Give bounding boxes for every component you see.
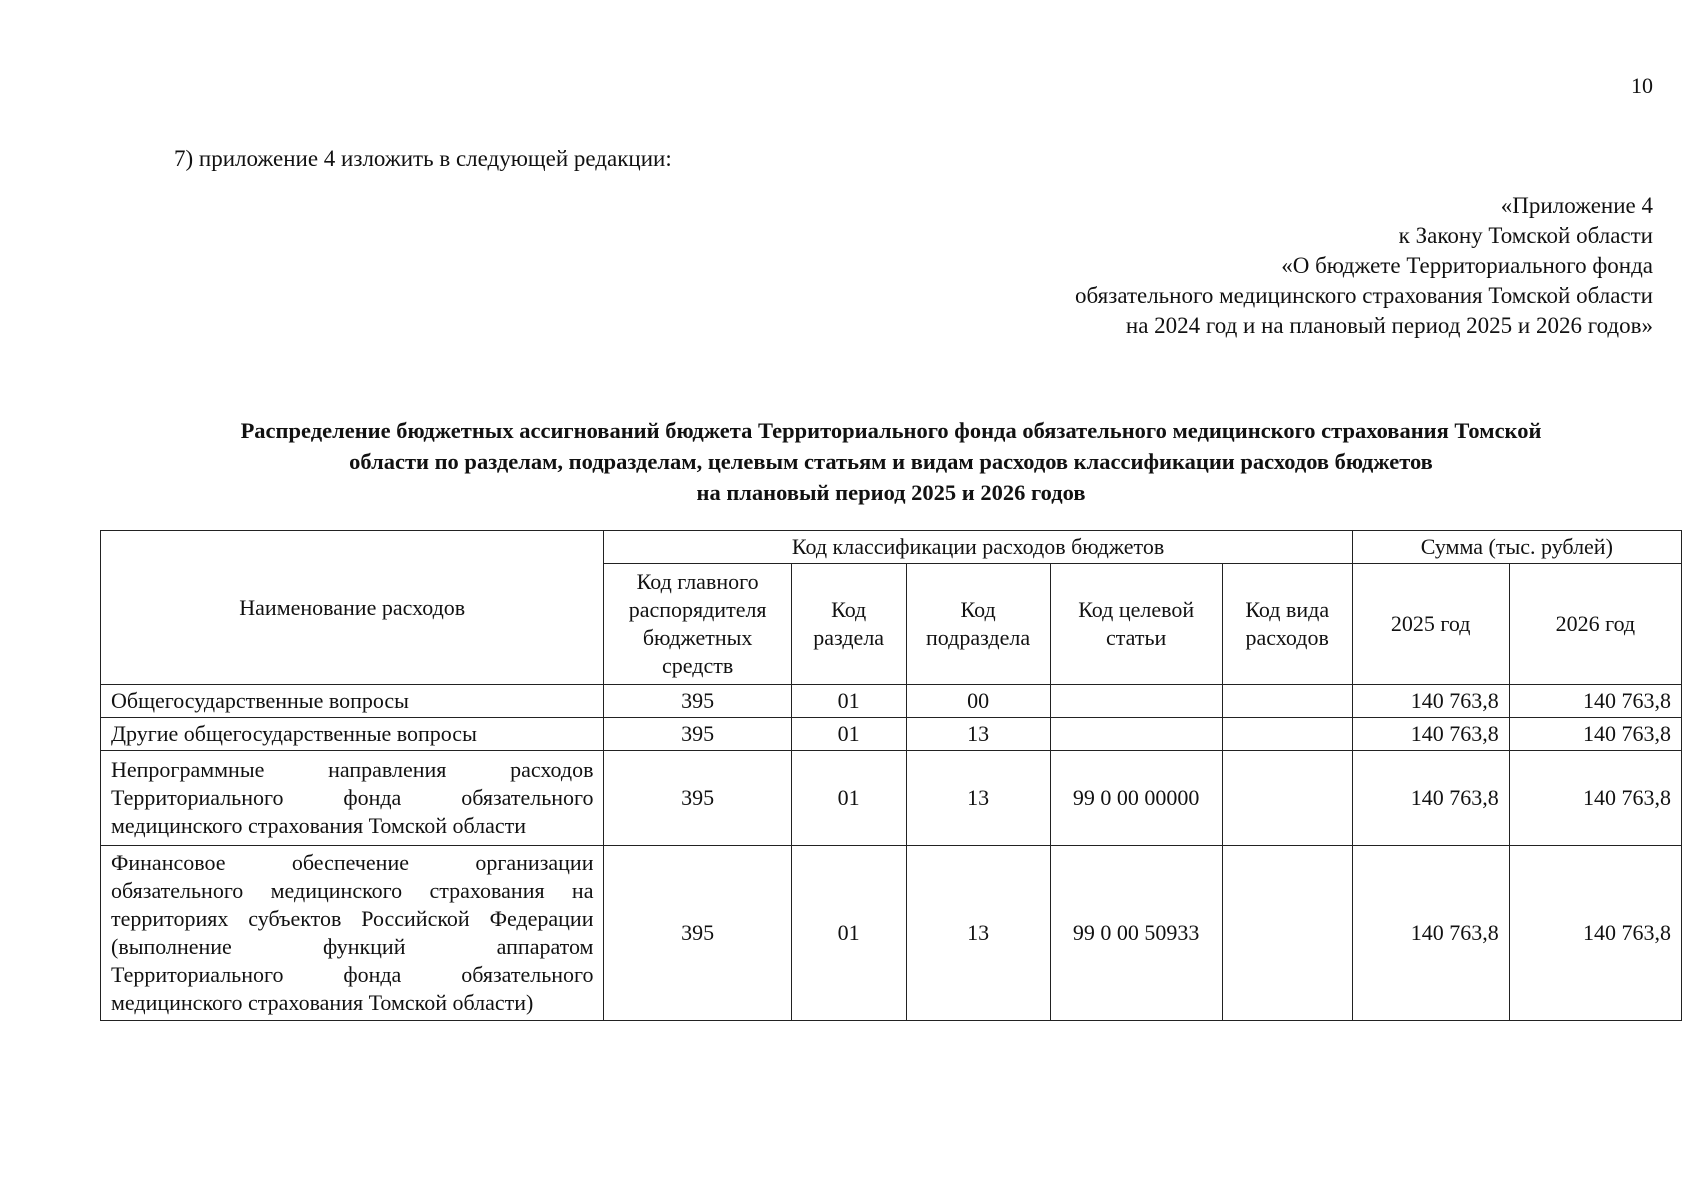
budget-allocation-table — [100, 530, 1682, 1021]
expense-name-cell: Финансовое обеспечение организации обязательного медицинского страхования на территориях субъектов Российской Федерации (выполнение функций аппаратом Территориального фонда обязательного медицинского страхования Томской области) — [101, 846, 604, 1021]
page-number: 10 — [1631, 73, 1653, 98]
expense-name-cell: Общегосударственные вопросы — [101, 685, 604, 718]
amount-2025-cell: 140 763,8 — [1352, 718, 1509, 751]
amount-2026-cell: 140 763,8 — [1509, 751, 1681, 846]
appendix-line: на 2024 год и на плановый период 2025 и 2026 годов» — [1125, 313, 1653, 338]
section-code-cell: 01 — [791, 718, 906, 751]
amount-2025-cell: 140 763,8 — [1352, 751, 1509, 846]
title-line: области по разделам, подразделам, целевым статьям и видам расходов классификации расходов бюджетов — [349, 449, 1433, 474]
table-row — [101, 751, 1682, 846]
expense-type-cell — [1222, 846, 1352, 1021]
grbs-code-cell: 395 — [604, 685, 791, 718]
header-amount: Сумма (тыс. рублей) — [1352, 531, 1681, 564]
section-code-cell: 01 — [791, 685, 906, 718]
header-expense-type-code: Код вида расходов — [1222, 564, 1352, 685]
header-section-code: Код раздела — [791, 564, 906, 685]
subsection-code-cell: 13 — [906, 718, 1050, 751]
header-year-2026: 2026 год — [1509, 564, 1681, 685]
target-code-cell — [1050, 685, 1222, 718]
appendix-line: к Закону Томской области — [1398, 223, 1653, 248]
table-row — [101, 685, 1682, 718]
header-subsection-code: Код подраздела — [906, 564, 1050, 685]
expense-name-cell: Другие общегосударственные вопросы — [101, 718, 604, 751]
header-grbs-code: Код главного распорядителя бюджетных средств — [604, 564, 791, 685]
section-code-cell: 01 — [791, 751, 906, 846]
table-header-row — [101, 531, 1682, 564]
subsection-code-cell: 00 — [906, 685, 1050, 718]
document-title — [100, 415, 1682, 508]
target-code-cell: 99 0 00 50933 — [1050, 846, 1222, 1021]
header-classification-codes: Код классификации расходов бюджетов — [604, 531, 1352, 564]
header-target-code: Код целевой статьи — [1050, 564, 1222, 685]
header-expense-name: Наименование расходов — [101, 531, 604, 685]
amendment-instruction: 7) приложение 4 изложить в следующей редакции: — [174, 146, 672, 171]
expense-type-cell — [1222, 718, 1352, 751]
target-code-cell: 99 0 00 00000 — [1050, 751, 1222, 846]
grbs-code-cell: 395 — [604, 751, 791, 846]
target-code-cell — [1050, 718, 1222, 751]
subsection-code-cell: 13 — [906, 846, 1050, 1021]
expense-name-cell: Непрограммные направления расходов Территориального фонда обязательного медицинского страхования Томской области — [101, 751, 604, 846]
table-row — [101, 846, 1682, 1021]
expense-type-cell — [1222, 751, 1352, 846]
title-line: Распределение бюджетных ассигнований бюджета Территориального фонда обязательного медицинского страхования Томской — [240, 418, 1542, 443]
appendix-line: «Приложение 4 — [1500, 193, 1653, 218]
header-year-2025: 2025 год — [1352, 564, 1509, 685]
amount-2026-cell: 140 763,8 — [1509, 718, 1681, 751]
amount-2025-cell: 140 763,8 — [1352, 846, 1509, 1021]
appendix-reference — [1075, 191, 1653, 341]
appendix-line: обязательного медицинского страхования Томской области — [1075, 283, 1653, 308]
table-row — [101, 718, 1682, 751]
expense-type-cell — [1222, 685, 1352, 718]
subsection-code-cell: 13 — [906, 751, 1050, 846]
amount-2026-cell: 140 763,8 — [1509, 846, 1681, 1021]
section-code-cell: 01 — [791, 846, 906, 1021]
grbs-code-cell: 395 — [604, 846, 791, 1021]
grbs-code-cell: 395 — [604, 718, 791, 751]
amount-2026-cell: 140 763,8 — [1509, 685, 1681, 718]
title-line: на плановый период 2025 и 2026 годов — [696, 480, 1086, 505]
amount-2025-cell: 140 763,8 — [1352, 685, 1509, 718]
appendix-line: «О бюджете Территориального фонда — [1281, 253, 1653, 278]
